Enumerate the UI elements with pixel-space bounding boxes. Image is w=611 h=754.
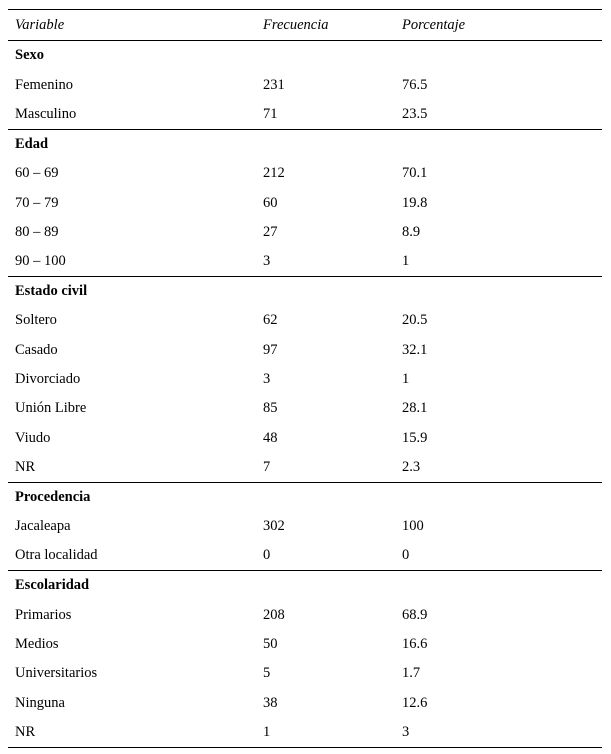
cell-variable: Viudo [15, 429, 51, 446]
table-row [8, 453, 602, 482]
cell-variable: Primarios [15, 606, 72, 623]
table-row [8, 394, 602, 423]
cell-variable: Jacaleapa [15, 518, 71, 535]
cell-porcentaje: 1 [402, 252, 410, 269]
column-header-porcentaje: Porcentaje [395, 10, 602, 41]
section-title: Edad [8, 129, 602, 159]
table-row [8, 601, 602, 630]
cell-frecuencia: 50 [263, 636, 278, 653]
section-row [8, 482, 602, 512]
section-row [8, 41, 602, 71]
section-row [8, 129, 602, 159]
cell-frecuencia: 7 [263, 458, 271, 475]
table-row [8, 659, 602, 688]
demographics-table [8, 9, 602, 748]
cell-variable: Soltero [15, 312, 57, 329]
cell-variable: Divorciado [15, 371, 81, 388]
table-row [8, 689, 602, 718]
cell-variable: Unión Libre [15, 400, 87, 417]
table-row [8, 541, 602, 570]
cell-porcentaje: 1 [402, 371, 410, 388]
cell-frecuencia: 3 [263, 252, 271, 269]
cell-frecuencia: 85 [263, 400, 278, 417]
table-row [8, 71, 602, 100]
section-title: Sexo [15, 47, 44, 64]
cell-porcentaje: 3 [395, 718, 602, 747]
table-row [8, 100, 602, 129]
cell-variable: 80 – 89 [15, 223, 59, 240]
cell-porcentaje: 28.1 [402, 400, 428, 417]
table-row [8, 247, 602, 276]
cell-frecuencia: 71 [263, 105, 278, 122]
cell-porcentaje: 2.3 [402, 458, 421, 475]
cell-variable: Casado [15, 341, 58, 358]
cell-frecuencia: 0 [263, 547, 271, 564]
cell-frecuencia: 48 [263, 429, 278, 446]
section-title: Procedencia [8, 482, 602, 512]
cell-porcentaje: 16.6 [402, 636, 428, 653]
cell-porcentaje: 20.5 [402, 312, 428, 329]
table-row [8, 512, 602, 541]
cell-variable: Ninguna [15, 694, 65, 711]
cell-frecuencia: 5 [263, 665, 271, 682]
cell-frecuencia: 212 [263, 165, 285, 182]
cell-porcentaje: 76.5 [402, 76, 428, 93]
section-row [8, 276, 602, 306]
table-row [8, 218, 602, 247]
table-row [8, 306, 602, 335]
cell-frecuencia: 27 [263, 223, 278, 240]
cell-porcentaje: 12.6 [402, 694, 428, 711]
section-title: Estado civil [8, 276, 602, 306]
table-row [8, 365, 602, 394]
cell-frecuencia: 231 [263, 76, 285, 93]
cell-variable: NR [8, 718, 256, 747]
section-title: Escolaridad [8, 571, 602, 601]
cell-porcentaje: 32.1 [402, 341, 428, 358]
cell-porcentaje: 68.9 [402, 606, 428, 623]
cell-frecuencia: 97 [263, 341, 278, 358]
table-row [8, 188, 602, 217]
cell-variable: 90 – 100 [15, 252, 66, 269]
cell-variable: 60 – 69 [15, 165, 59, 182]
cell-frecuencia: 60 [263, 194, 278, 211]
cell-variable: Universitarios [15, 665, 98, 682]
column-header-variable: Variable [8, 10, 256, 41]
cell-variable: NR [15, 458, 36, 475]
cell-frecuencia: 62 [263, 312, 278, 329]
cell-porcentaje: 19.8 [402, 194, 428, 211]
column-header-frecuencia: Frecuencia [256, 10, 395, 41]
cell-frecuencia: 302 [263, 518, 285, 535]
cell-frecuencia: 38 [263, 694, 278, 711]
cell-frecuencia: 208 [263, 606, 285, 623]
table-body [8, 41, 602, 748]
header-row [8, 10, 602, 41]
cell-variable: Femenino [15, 76, 73, 93]
cell-porcentaje: 70.1 [402, 165, 428, 182]
section-row [8, 571, 602, 601]
cell-porcentaje: 1.7 [402, 665, 421, 682]
cell-frecuencia: 1 [256, 718, 395, 747]
cell-porcentaje: 0 [402, 547, 410, 564]
table-row [8, 159, 602, 188]
cell-variable: Masculino [15, 105, 77, 122]
cell-porcentaje: 23.5 [402, 105, 428, 122]
cell-porcentaje: 15.9 [402, 429, 428, 446]
table-row [8, 423, 602, 452]
table-header [8, 10, 602, 41]
cell-porcentaje: 8.9 [402, 223, 421, 240]
cell-variable: 70 – 79 [15, 194, 59, 211]
cell-frecuencia: 3 [263, 371, 271, 388]
cell-variable: Otra localidad [15, 547, 98, 564]
table-row [8, 718, 602, 747]
table-row [8, 336, 602, 365]
cell-variable: Medios [15, 636, 59, 653]
table-row [8, 630, 602, 659]
cell-porcentaje: 100 [402, 518, 424, 535]
